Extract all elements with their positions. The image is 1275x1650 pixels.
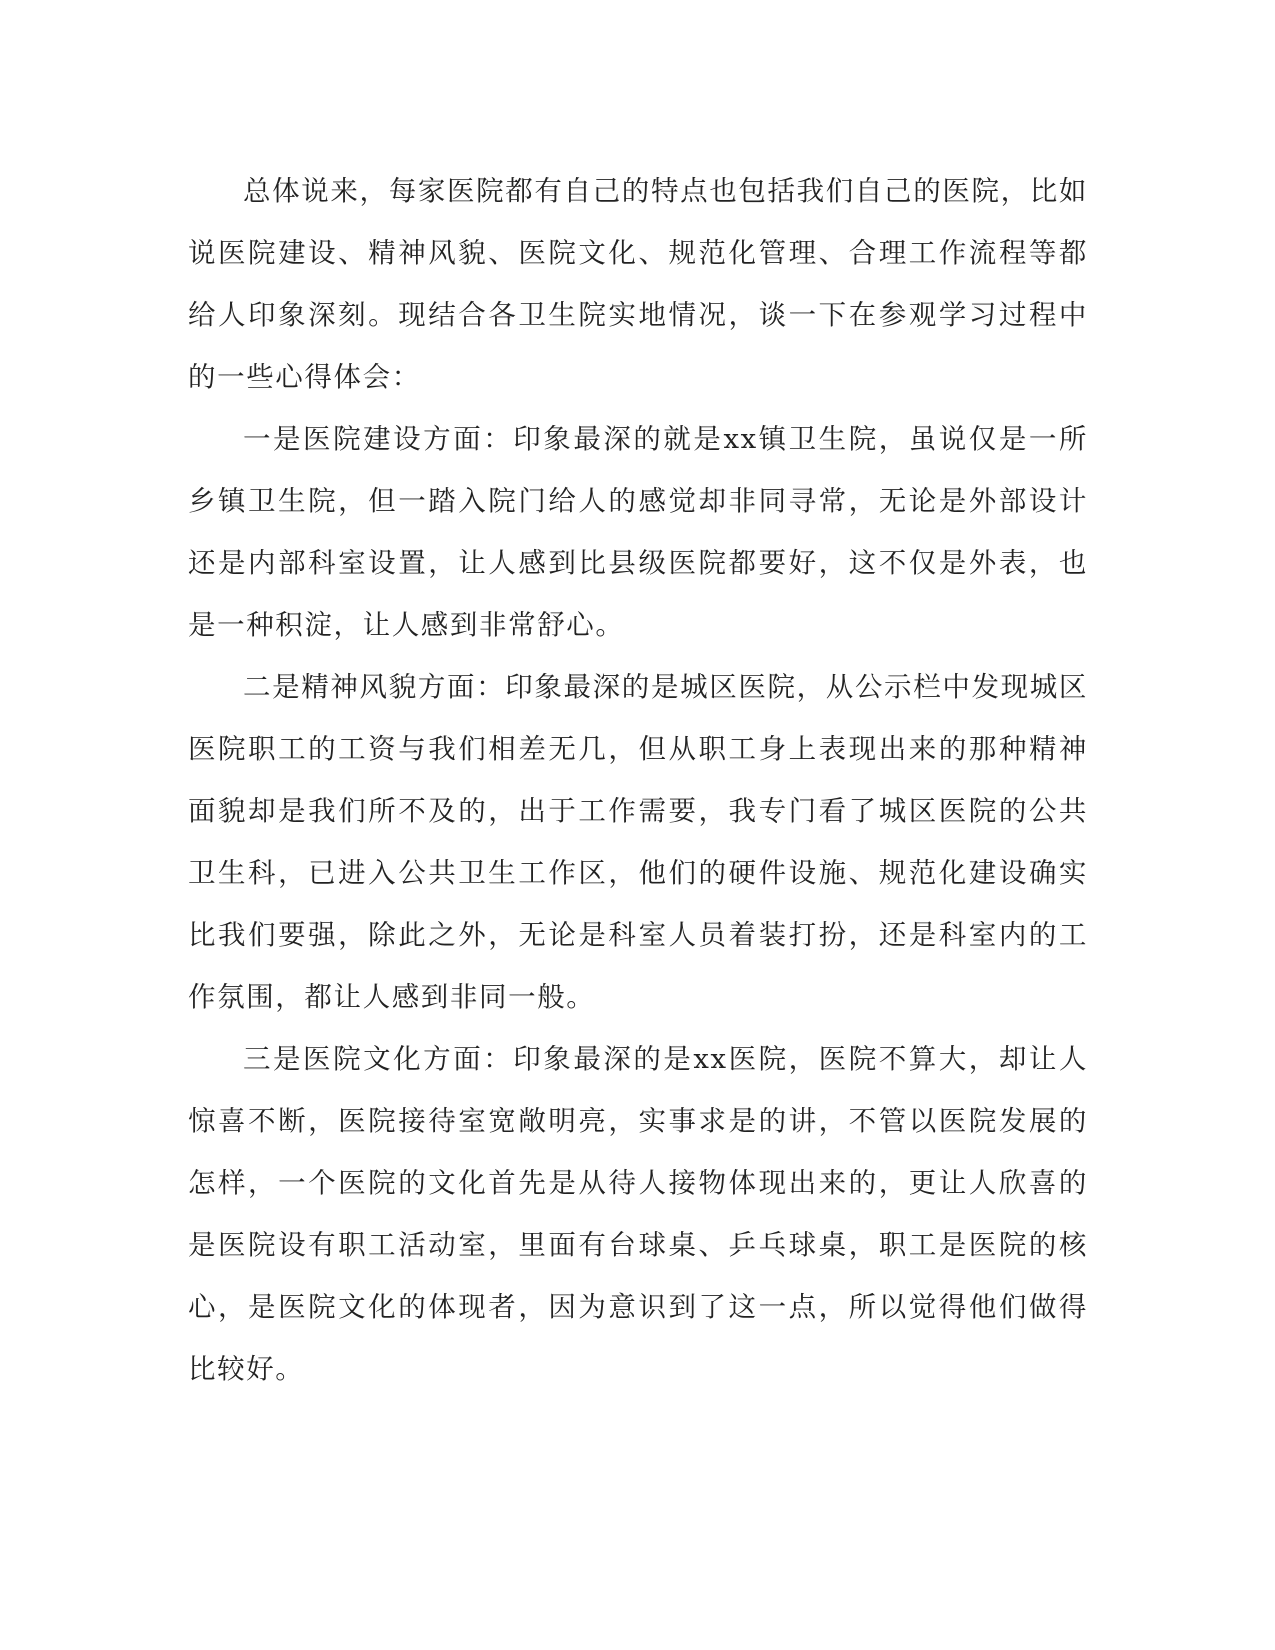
paragraph-culture: 三是医院文化方面：印象最深的是xx医院，医院不算大，却让人惊喜不断，医院接待室宽敞明亮，实事求是的讲，不管以医院发展的怎样，一个医院的文化首先是从待人接物体现出来的，更让人欣喜的是医院设有职工活动室，里面有台球桌、乒乓球桌，职工是医院的核心，是医院文化的体现者，因为意识到了这一点，所以觉得他们做得比较好。	[188, 1043, 1088, 1385]
paragraph-spirit: 二是精神风貌方面：印象最深的是城区医院，从公示栏中发现城区医院职工的工资与我们相差无几，但从职工身上表现出来的那种精神面貌却是我们所不及的，出于工作需要，我专门看了城区医院的公共卫生科，已进入公共卫生工作区，他们的硬件设施、规范化建设确实比我们要强，除此之外，无论是科室人员着装打扮，还是科室内的工作氛围，都让人感到非同一般。	[188, 671, 1088, 1013]
paragraph-hospital-construction: 一是医院建设方面：印象最深的就是xx镇卫生院，虽说仅是一所乡镇卫生院，但一踏入院门给人的感觉却非同寻常，无论是外部设计还是内部科室设置，让人感到比县级医院都要好，这不仅是外表，也是一种积淀，让人感到非常舒心。	[188, 423, 1088, 641]
paragraph-intro: 总体说来，每家医院都有自己的特点也包括我们自己的医院，比如说医院建设、精神风貌、医院文化、规范化管理、合理工作流程等都给人印象深刻。现结合各卫生院实地情况，谈一下在参观学习过程中的一些心得体会：	[188, 175, 1088, 393]
body-text	[188, 160, 1088, 1400]
